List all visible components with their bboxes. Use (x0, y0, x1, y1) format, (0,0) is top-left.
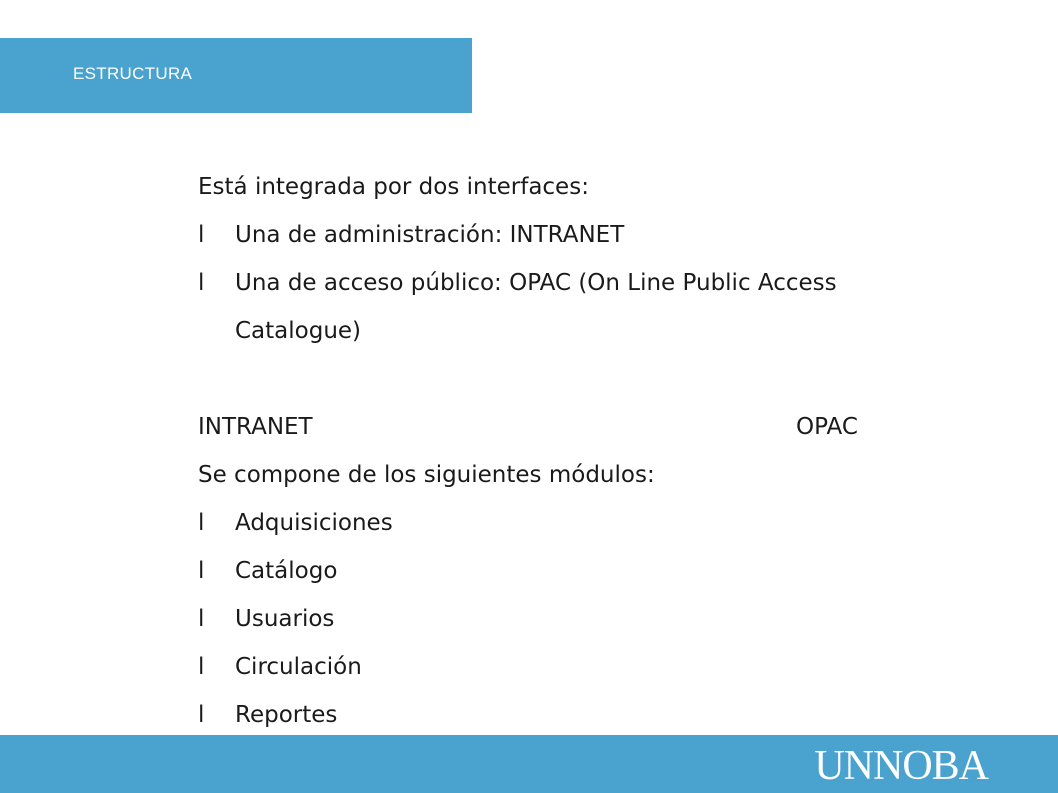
spacer (198, 355, 958, 403)
list-item-intranet (198, 211, 958, 259)
list-item-text: Una de acceso público: OPAC (On Line Public Access (235, 270, 837, 296)
column-intranet-label: INTRANET (198, 414, 313, 440)
list-item-text: Una de administración: INTRANET (235, 222, 625, 248)
header-band (0, 38, 472, 113)
module-item-text: Adquisiciones (235, 510, 393, 536)
column-opac-label: OPAC (796, 414, 858, 440)
bullet-icon: l (198, 558, 205, 584)
list-item-opac (198, 259, 958, 307)
module-item (198, 547, 958, 595)
bullet-icon: l (198, 510, 205, 536)
module-item-text: Circulación (235, 654, 362, 680)
modules-intro-text: Se compone de los siguientes módulos: (198, 462, 655, 488)
module-item (198, 643, 958, 691)
module-item (198, 499, 958, 547)
bullet-icon: l (198, 654, 205, 680)
slide-content (198, 163, 958, 739)
intro-text: Está integrada por dos interfaces: (198, 174, 589, 200)
module-item-text: Catálogo (235, 558, 338, 584)
list-item-text: Catalogue) (235, 318, 362, 344)
module-item (198, 595, 958, 643)
interface-columns (198, 403, 958, 451)
module-item-text: Usuarios (235, 606, 335, 632)
slide-title: ESTRUCTURA (73, 64, 193, 83)
bullet-icon: l (198, 702, 205, 728)
bullet-icon: l (198, 270, 205, 296)
module-item (198, 691, 958, 739)
bullet-icon: l (198, 222, 205, 248)
module-item-text: Reportes (235, 702, 338, 728)
bullet-icon: l (198, 606, 205, 632)
unnoba-logo: UNNOBA (814, 743, 988, 789)
list-item-opac-continued (198, 307, 958, 355)
